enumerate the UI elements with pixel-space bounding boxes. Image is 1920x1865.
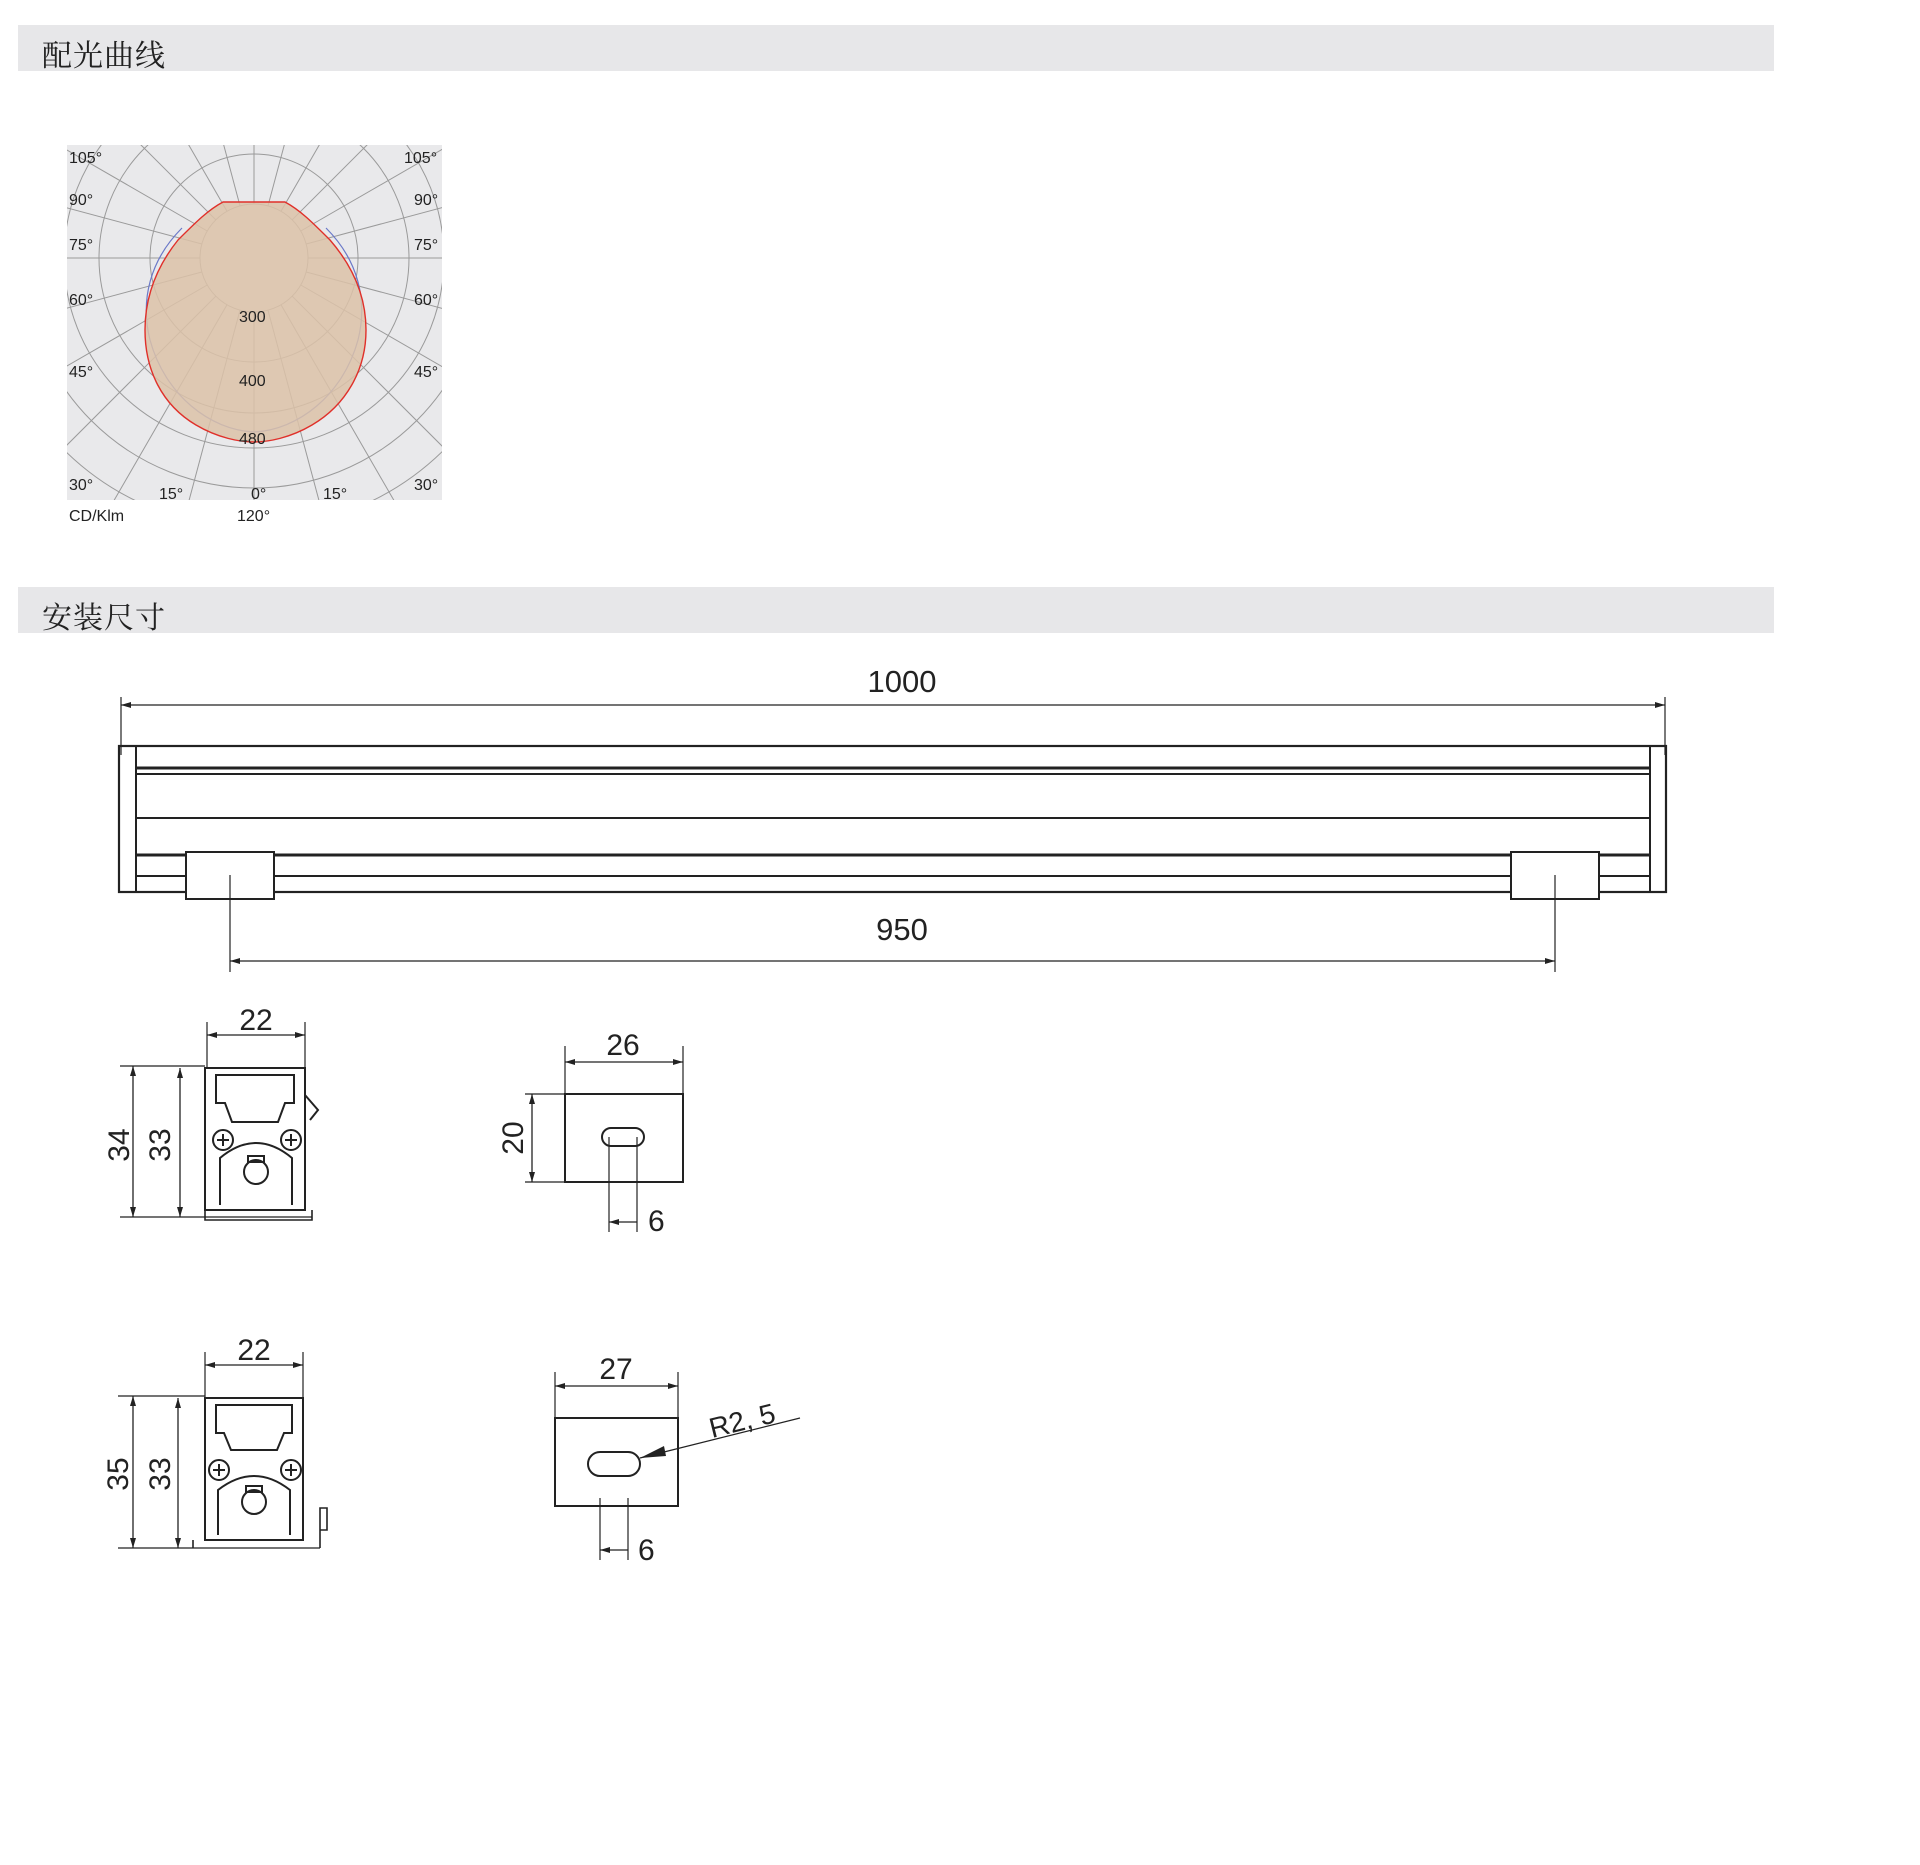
angle-label-90-left: 90° (69, 192, 94, 209)
angle-label-90-right: 90° (414, 192, 439, 209)
dimension-mount-spacing: 950 (876, 912, 928, 947)
dimension-total-length: 1000 (867, 664, 937, 699)
beam-angle-label: 120° (237, 508, 271, 525)
bracket1-width-dimension: 26 (606, 1029, 640, 1062)
side1-width-dimension: 22 (239, 1004, 273, 1037)
angle-label-15-left: 15° (159, 486, 184, 503)
angle-label-60-left: 60° (69, 292, 94, 309)
bracket1-height-dimension: 20 (497, 1121, 530, 1155)
side1-inner-height-dimension: 33 (144, 1128, 177, 1162)
bracket1-slot-dimension: 6 (648, 1205, 665, 1238)
bracket2-width-dimension: 27 (599, 1353, 633, 1386)
radial-label-300: 300 (239, 309, 266, 326)
polar-unit-label: CD/Klm (69, 508, 125, 525)
side2-inner-height-dimension: 33 (144, 1457, 177, 1491)
side-view-1 (120, 1022, 318, 1220)
section-title: 配光曲线 (42, 39, 166, 74)
side1-outer-height-dimension: 34 (103, 1128, 136, 1162)
angle-label-15-right: 15° (323, 486, 348, 503)
radial-label-480: 480 (239, 431, 266, 448)
polar-grid-ray (301, 48, 618, 231)
angle-label-45-left: 45° (69, 364, 94, 381)
radial-label-400: 400 (239, 373, 266, 390)
angle-label-45-right: 45° (414, 364, 439, 381)
side2-outer-height-dimension: 35 (102, 1457, 135, 1491)
slot-hole (588, 1452, 640, 1476)
section-title: 安装尺寸 (42, 601, 166, 636)
angle-label-105-right: 105° (404, 150, 438, 167)
slot-hole (602, 1128, 644, 1146)
side-view-2 (118, 1352, 327, 1548)
bracket2-slot-dimension: 6 (638, 1534, 655, 1567)
angle-label-75-left: 75° (69, 237, 94, 254)
bracket2-radius-dimension: R2, 5 (705, 1397, 779, 1444)
polar-diagram (0, 0, 674, 678)
angle-label-30-right: 30° (414, 477, 439, 494)
angle-label-105-left: 105° (69, 150, 103, 167)
angle-label-30-left: 30° (69, 477, 94, 494)
angle-label-75-right: 75° (414, 237, 439, 254)
side2-width-dimension: 22 (237, 1334, 271, 1367)
angle-label-60-right: 60° (414, 292, 439, 309)
angle-label-0: 0° (251, 486, 267, 503)
